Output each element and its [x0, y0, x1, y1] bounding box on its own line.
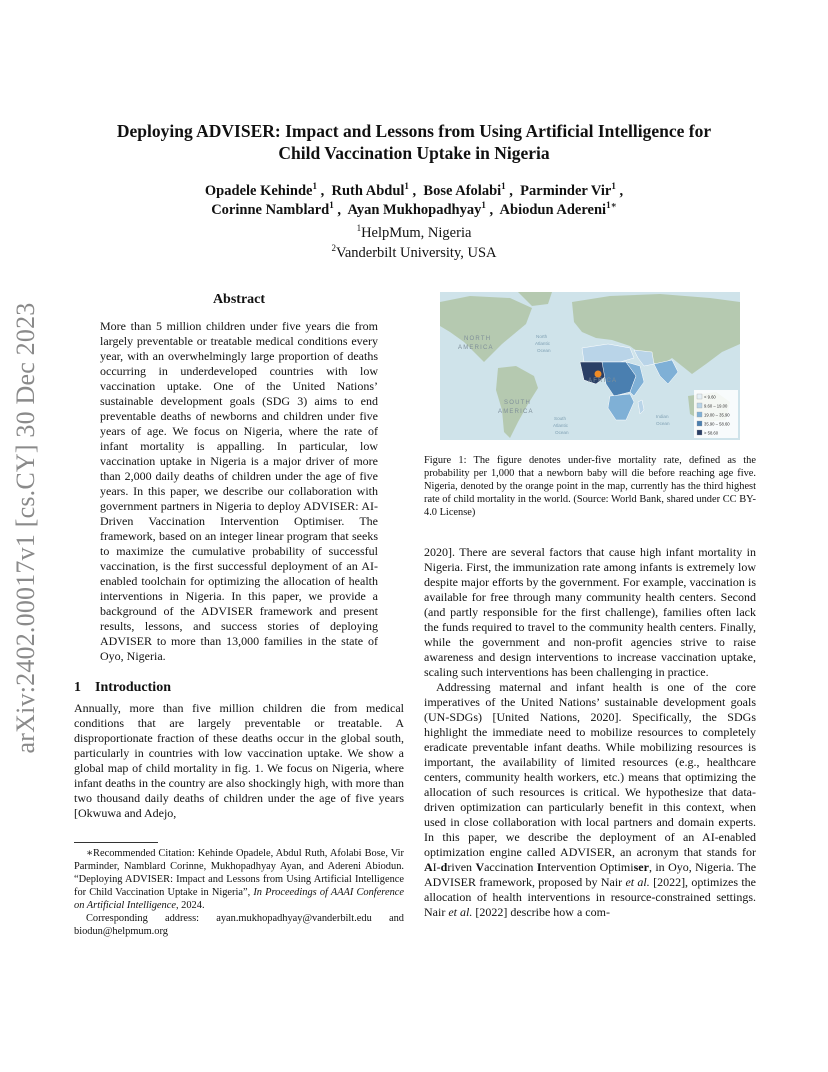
label-south-america-2: AMERICA: [498, 409, 534, 415]
map-legend: [694, 390, 738, 438]
legend-label: < 9.60: [704, 394, 716, 400]
arxiv-identifier: arXiv:2402.00017v1 [cs.CY] 30 Dec 2023: [11, 302, 40, 754]
section-heading-introduction: [74, 680, 404, 695]
label-north-atlantic-3: Ocean: [537, 348, 551, 353]
text-run: Addressing maternal and infant health is one of the core imperatives of the United Nations’ sustainable development goals (UN-SDGs) [United Nations, 2020]. Specifically, the SDGs highlight the immediate need to mobilize resources to completely eradicate preventable infant deaths. While mobilizing resources is important, the availability of limited resources (e.g., healthcare centers, community health workers, etc.) means that optimizing the allocation of such resources is critical. We hypothesize that data-driven optimization can particularly benefit in this context, when used in close collaboration with local partners and domain experts. In this paper, we describe the deployment of an AI-enabled optimization engine called ADVISER, an acronym that stands for: [424, 680, 756, 859]
paragraph: 2020]. There are several factors that cause high infant mortality in Nigeria. First, the immunization rate among infants is extremely low despite major efforts by the government. For example, vaccination is available for free through many community health centers. Second (and partly responsible for the first challenge), families often lack the funds required to travel to the community health centers. Finally, while the government and non-profit agencies strive to raise awareness and design interventions to increase vaccination uptake, scaling such interventions has been challenging in practice.: [424, 545, 756, 679]
acronym-letter: ser: [633, 860, 649, 874]
title-line-1: Deploying ADVISER: Impact and Lessons from Using Artificial Intelligence for: [116, 121, 712, 141]
affiliations: [72, 223, 756, 263]
author-name: Ayan Mukhopadhyay: [347, 202, 482, 218]
acronym-rest: ntervention: [541, 860, 600, 874]
child-mortality-map: [440, 292, 740, 440]
legend-swatch: [697, 421, 702, 426]
footnote-rule: [74, 842, 158, 843]
footnote-year: , 2024.: [175, 900, 205, 911]
acronym-rest: Optimi: [599, 860, 634, 874]
acronym-letter: d: [440, 860, 448, 874]
footnote-venue: In Proceedings of AAAI Conference on Artificial Intelligence: [74, 887, 404, 911]
author-name: Ruth Abdul: [331, 183, 405, 199]
acronym-letter: A: [424, 860, 433, 874]
corresponding-address: Corresponding address: ayan.mukhopadhyay@vanderbilt.edu and biodun@helpmum.org: [74, 913, 404, 937]
author-name: Parminder Vir: [520, 183, 612, 199]
section-title: Introduction: [95, 680, 171, 695]
author-affil-mark: 1: [404, 181, 409, 192]
legend-swatch: [697, 394, 702, 399]
right-column: [424, 292, 756, 920]
author-line-2: Corinne Namblard$^1$ , Ayan Mukhopadhyay$^1$ , Abiodun Adereni$^{1∗}$: [211, 200, 617, 218]
author-affil-mark: 1: [329, 200, 334, 211]
et-al: et al.: [625, 875, 650, 889]
acronym-letter: I: [536, 860, 542, 874]
affil-mark: 2: [331, 243, 336, 254]
paragraph-adviser: [424, 680, 756, 920]
label-south-atlantic-1: South: [554, 416, 567, 421]
text-run: , in Oyo, Nigeria. The ADVISER framework, proposed by Nair: [424, 860, 757, 889]
author-affil-mark: 1: [611, 181, 616, 192]
intro-paragraph: Annually, more than five million children die from medical conditions that are largely preventable or treatable. A disproportionate fraction of these deaths occur in the global south, particularly in countries with low vaccination uptake. We show a global map of child mortality in fig. 1. We focus on Nigeria, where infant deaths in the country are also shockingly high, with more than two thousand daily deaths of children under the age of five years [Okwuwa and Adejo,: [74, 701, 404, 820]
label-north-atlantic-1: North: [536, 334, 548, 339]
label-south-atlantic-3: Ocean: [555, 430, 569, 435]
affil-mark: 1: [356, 223, 362, 234]
left-column: [74, 292, 404, 821]
label-north-america-1: NORTH: [464, 336, 492, 342]
label-africa: AFRICA: [588, 378, 618, 384]
acronym-rest: accination: [484, 860, 537, 874]
author-affil-mark: 1∗: [606, 200, 617, 211]
acronym-rest: riven: [447, 860, 476, 874]
nigeria-marker: [595, 371, 602, 378]
section-number: 1: [74, 680, 81, 695]
author-name: Opadele Kehinde: [204, 183, 313, 199]
affiliation: [72, 223, 756, 243]
author-line-1: Opadele Kehinde$^1$ , Ruth Abdul$^1$ , Bose Afolabi$^1$ , Parminder Vir$^1$ ,: [204, 181, 624, 199]
author-name: Abiodun Adereni: [499, 202, 607, 218]
legend-label: 35.90 – 58.60: [704, 421, 730, 427]
affil-text: HelpMum, Nigeria: [361, 225, 472, 241]
author-list: [72, 182, 756, 220]
title-line-2: Child Vaccination Uptake in Nigeria: [278, 143, 550, 163]
affil-text: Vanderbilt University, USA: [335, 245, 497, 261]
author-affil-mark: 1: [481, 200, 486, 211]
label-south-atlantic-2: Atlantic: [553, 423, 569, 428]
figure-caption: Figure 1: The figure denotes under-five mortality rate, defined as the probability per 1,000 that a newborn baby will die before reaching age five. Nigeria, denoted by the orange point in the map, currently has the third highest rate of child mortality in the world. (Source: World Bank, shared under CC BY-4.0 License): [424, 455, 756, 518]
legend-label: 9.60 – 19.00: [704, 403, 728, 409]
legend-label: 19.00 – 35.90: [704, 412, 730, 418]
citation-footnote: [74, 847, 404, 912]
author-name: Bose Afolabi: [423, 183, 502, 199]
legend-swatch: [697, 412, 702, 417]
author-affil-mark: 1: [312, 181, 317, 192]
author-affil-mark: 1: [501, 181, 506, 192]
adviser-acronym: [424, 860, 649, 874]
label-north-atlantic-2: Atlantic: [535, 341, 551, 346]
acronym-rest: I-: [432, 860, 441, 874]
abstract-heading: Abstract: [212, 292, 266, 307]
paper-title: [72, 120, 756, 164]
affiliation: [72, 243, 756, 263]
acronym-letter: V: [475, 860, 485, 874]
right-body: [424, 545, 756, 920]
et-al: et al.: [448, 905, 473, 919]
label-indian-1: Indian: [656, 414, 669, 419]
text-run: [2022], optimizes the allocation of health interventions in resource-constrained settings. Nair: [424, 875, 756, 919]
footnote-text: ∗Recommended Citation: Kehinde Opadele, Abdul Ruth, Afolabi Bose, Vir Parminder, Namblard Corinne, Mukhopadhyay Ayan, and Adereni Abiodun. “Deploying ADVISER: Impact and Lessons from Using Artificial Intelligence for Child Vaccination Uptake in Nigeria”,: [74, 848, 404, 898]
author-name: Corinne Namblard: [211, 202, 330, 218]
label-north-america-2: AMERICA: [458, 345, 494, 351]
label-south-america-1: SOUTH: [504, 400, 531, 406]
legend-swatch: [697, 403, 702, 408]
label-indian-2: Ocean: [656, 421, 670, 426]
abstract-text: More than 5 million children under five years die from largely preventable or treatable medical conditions every year, with an overwhelmingly large proportion of deaths occurring in underdeveloped countries with low vaccination uptake. One of the United Nations’ sustainable development goals (SDG 3) aims to end preventable deaths of newborns and children under five years of age. We focus on Nigeria, where the rate of infant mortality is appalling. In particular, low vaccination uptake in Nigeria is a major driver of more than 2,000 daily deaths of children under the age of five years. In this paper, we describe our collaboration with government partners in Nigeria to deploy ADVISER: AI-Driven Vaccination Intervention Optimiser. The framework, based on an integer linear program that seeks to maximize the cumulative probability of successful vaccination, is the first successful deployment of an AI-enabled toolchain for optimizing the allocation of health interventions in Nigeria. In this paper, we provide a background of the ADVISER framework and present results, lessons, and success stories of deploying ADVISER to more than 13,000 families in the state of Oyo, Nigeria.: [100, 319, 378, 663]
legend-label: > 58.60: [704, 430, 719, 436]
text-run: [2022] describe how a com-: [472, 905, 610, 919]
legend-swatch: [697, 430, 702, 435]
footnotes: [74, 842, 404, 938]
